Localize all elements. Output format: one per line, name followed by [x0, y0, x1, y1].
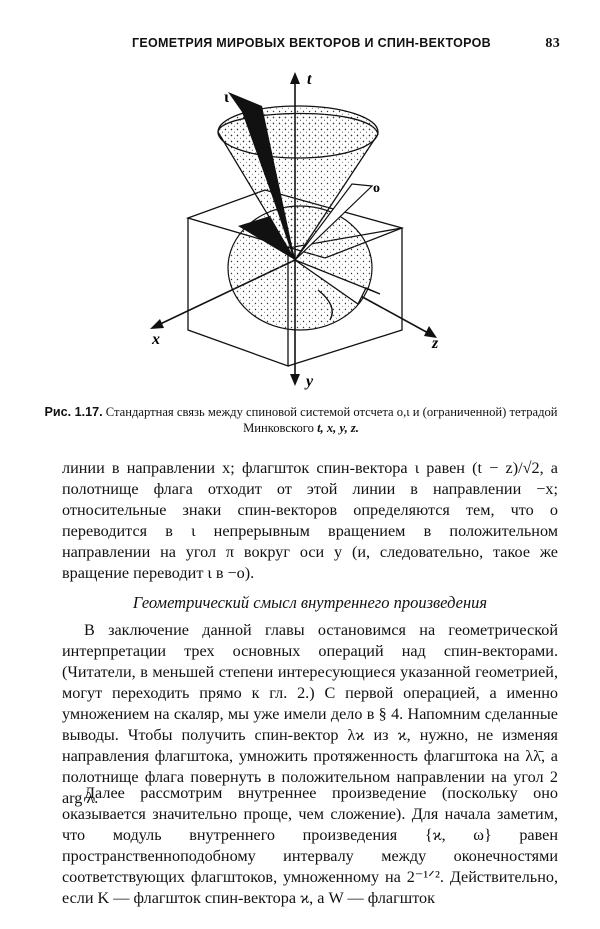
running-header [60, 36, 560, 56]
caption-label: Рис. 1.17. [44, 405, 103, 419]
x-arrowhead [150, 319, 164, 329]
label-t: t [307, 71, 312, 88]
paragraph-3: Далее рассмотрим внутреннее произведение (поскольку оно оказывается значительно проще, чем сложение). Для начала заметим, что модуль внутреннего произведения {ϰ, ω} равен пространственноподобному интервалу между оконечностями соответствующих флагштоков, умноженному на 2⁻¹ᐟ². Действительно, если K — флагшток спин-вектора ϰ, а W — флагшток [62, 784, 558, 907]
label-o: o [373, 181, 380, 196]
paragraph-2: В заключение данной главы остановимся на геометрической интерпретации трех основных операций над спин-векторами. (Читатели, в меньшей степени интересующиеся указанной геометрией, могут переходить прямо к гл. 2.) С первой операцией, а именно умножением на скаляр, мы уже имели дело в § 4. Напомним сделанные выводы. Чтобы получить спин-вектор λϰ из ϰ, нужно, не изменяя направления флагштока, умножить протяженность флагштока на λλ̄, а полотнище флага повернуть в положительном направлении на угол 2 arg λ. [62, 621, 558, 807]
y-arrowhead [290, 374, 300, 386]
label-y: y [306, 373, 314, 390]
label-x: x [152, 331, 160, 348]
label-iota: ι [224, 89, 229, 106]
caption-text: Стандартная связь между спиновой системой отсчета o,ι и (ограниченной) тетрадой Минковского [105, 405, 558, 435]
cone-rim [218, 106, 378, 158]
t-arrowhead [290, 72, 300, 84]
figure-spin-frame [140, 68, 470, 398]
figure-caption [36, 404, 566, 436]
section-heading: Геометрический смысл внутреннего произведения [132, 593, 488, 612]
page-number: 83 [545, 36, 560, 51]
label-z: z [432, 335, 439, 352]
figure-drawing [140, 68, 470, 398]
caption-vars: t, x, y, z. [317, 421, 359, 435]
paragraph-1: линии в направлении x; флагшток спин-вектора ι равен (t − z)/√2, а полотнище флага отходит от этой линии в направлении −x; относительные знаки спин-векторов определяются тем, что o переводится в ι непрерывным вращением в положительном направлении на угол π вокруг оси y (и, следовательно, такое же вращение переводит ι в −o). [62, 459, 558, 582]
running-head-title: ГЕОМЕТРИЯ МИРОВЫХ ВЕКТОРОВ И СПИН-ВЕКТОРОВ [132, 36, 491, 50]
